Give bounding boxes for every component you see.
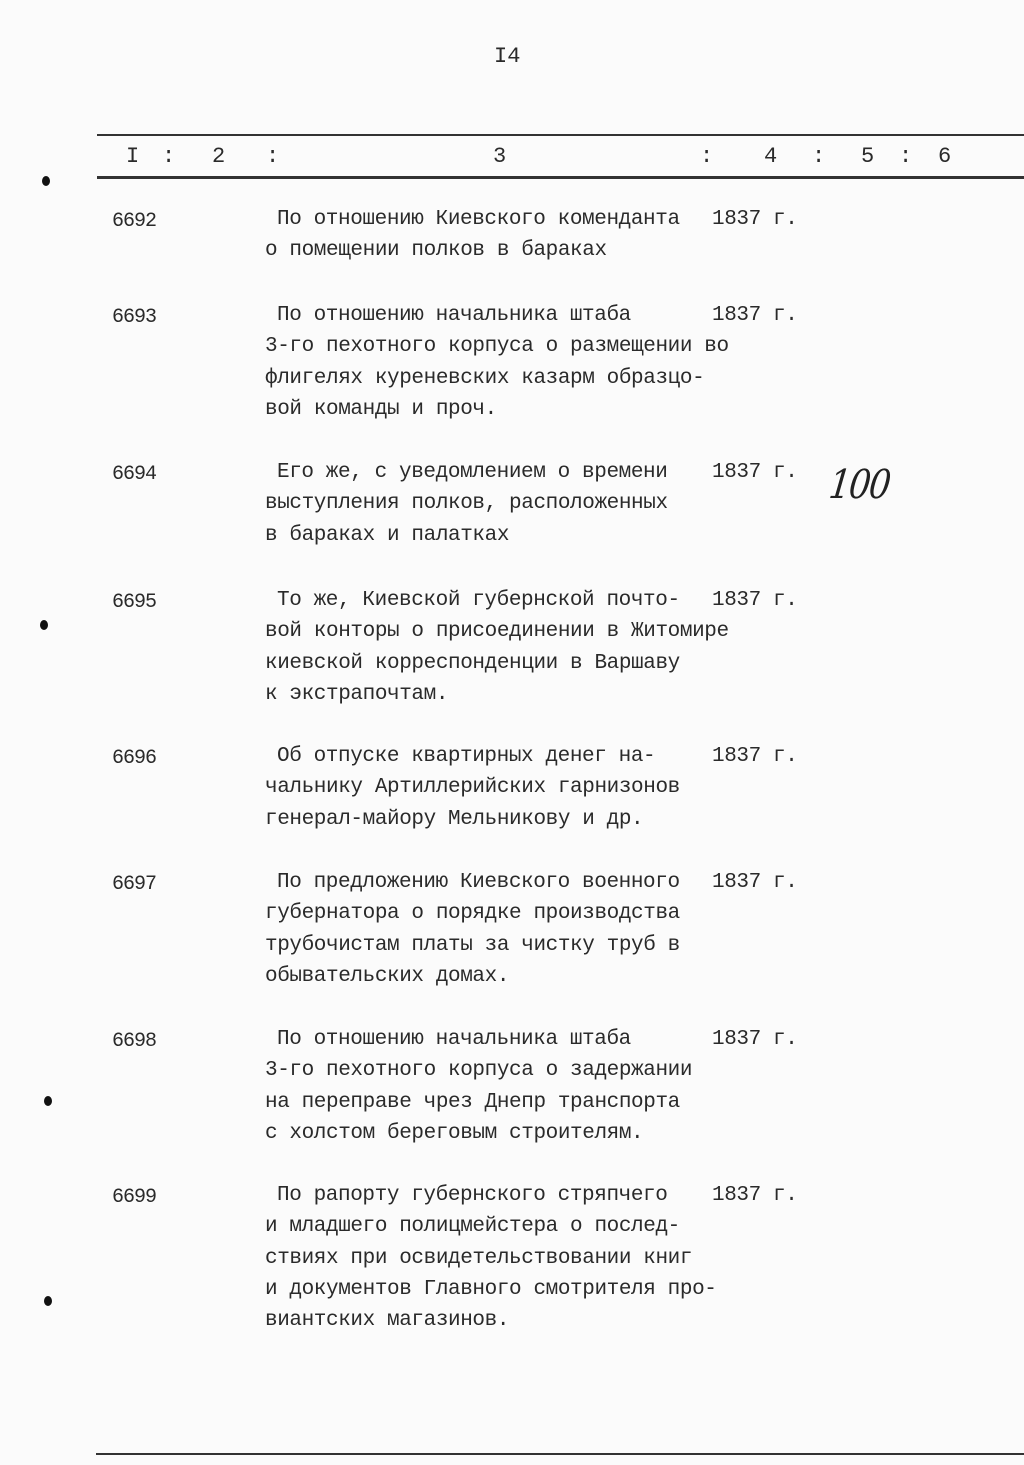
column-separator: : xyxy=(162,144,176,169)
entry-title-line: трубочистам платы за чистку труб в xyxy=(265,933,680,957)
entry-year: 1837 г. xyxy=(712,461,798,484)
column-separator: : xyxy=(899,144,913,169)
entry-title-line: выступления полков, расположенных xyxy=(265,492,668,516)
column-header-5: 5 xyxy=(861,144,875,169)
entry-title-line: обывательских домах. xyxy=(265,964,510,988)
entry-title-line: и младшего полицмейстера о послед- xyxy=(265,1215,680,1239)
entry-title-line: в бараках и палатках xyxy=(265,523,510,547)
entry-year: 1837 г. xyxy=(712,589,798,612)
entry-title-line: с холстом береговым строителям. xyxy=(265,1121,644,1145)
entry-title-line: генерал-майору Мельникову и др. xyxy=(265,807,644,831)
entry-title-line: По отношению Киевского коменданта xyxy=(277,208,680,231)
entry-number: 6697 xyxy=(112,873,157,896)
entry-title-line: Об отпуске квартирных денег на- xyxy=(277,745,656,768)
entry-title-line: киевской корреспонденции в Варшаву xyxy=(265,651,680,675)
entry-title-line: и документов Главного смотрителя про- xyxy=(265,1277,717,1301)
column-header-6: 6 xyxy=(938,144,952,169)
entry-year: 1837 г. xyxy=(712,1184,798,1207)
entry-title-line: флигелях куреневских казарм образцо- xyxy=(265,366,705,390)
entry-title-line: к экстрапочтам. xyxy=(265,682,449,706)
entry-year: 1837 г. xyxy=(712,208,798,231)
entry-title-line: По предложению Киевского военного xyxy=(277,871,680,894)
column-header-4: 4 xyxy=(764,144,778,169)
column-separator: : xyxy=(266,144,280,169)
entry-number: 6699 xyxy=(112,1186,157,1209)
entry-title-line: 3-го пехотного корпуса о задержании xyxy=(265,1059,693,1083)
entry-number: 6695 xyxy=(112,591,157,614)
column-header-I: I xyxy=(126,144,140,169)
entry-title-line: вой команды и проч. xyxy=(265,397,497,421)
column-header-2: 2 xyxy=(212,144,226,169)
punch-hole-mark xyxy=(44,1096,52,1106)
page-bottom-rule xyxy=(96,1453,1024,1455)
entry-title-line: вой конторы о присоединении в Житомире xyxy=(265,620,729,644)
entry-title-line: По отношению начальника штаба xyxy=(277,1028,631,1051)
entry-number: 6696 xyxy=(112,747,157,770)
entry-title-line: По отношению начальника штаба xyxy=(277,304,631,327)
entry-title-line: 3-го пехотного корпуса о размещении во xyxy=(265,335,729,359)
entry-number: 6692 xyxy=(112,210,157,233)
entry-year: 1837 г. xyxy=(712,1028,798,1051)
entry-number: 6694 xyxy=(112,463,157,486)
entry-title-line: виантских магазинов. xyxy=(265,1309,510,1333)
entry-year: 1837 г. xyxy=(712,304,798,327)
entry-number: 6693 xyxy=(112,306,157,329)
header-bottom-rule xyxy=(97,176,1024,179)
entry-title-line: о помещении полков в бараках xyxy=(265,239,607,263)
entry-title-line: чальнику Артиллерийских гарнизонов xyxy=(265,776,680,800)
column-separator: : xyxy=(812,144,826,169)
punch-hole-mark xyxy=(42,176,50,186)
entry-title-line: на переправе чрез Днепр транспорта xyxy=(265,1090,680,1114)
header-top-rule xyxy=(97,134,1024,136)
entry-title-line: То же, Киевской губернской почто- xyxy=(277,589,680,612)
punch-hole-mark xyxy=(44,1296,52,1306)
handwritten-sheet-number: 100 xyxy=(826,462,892,508)
punch-hole-mark xyxy=(40,620,48,630)
entry-year: 1837 г. xyxy=(712,745,798,768)
column-header-3: 3 xyxy=(493,144,507,169)
page-number: I4 xyxy=(494,44,521,69)
entry-title-line: Его же, с уведомлением о времени xyxy=(277,461,668,484)
entry-year: 1837 г. xyxy=(712,871,798,894)
column-separator: : xyxy=(700,144,714,169)
entry-title-line: По рапорту губернского стряпчего xyxy=(277,1184,668,1207)
entry-title-line: губернатора о порядке производства xyxy=(265,902,680,926)
entry-number: 6698 xyxy=(112,1030,157,1053)
entry-title-line: ствиях при освидетельствовании книг xyxy=(265,1246,693,1270)
